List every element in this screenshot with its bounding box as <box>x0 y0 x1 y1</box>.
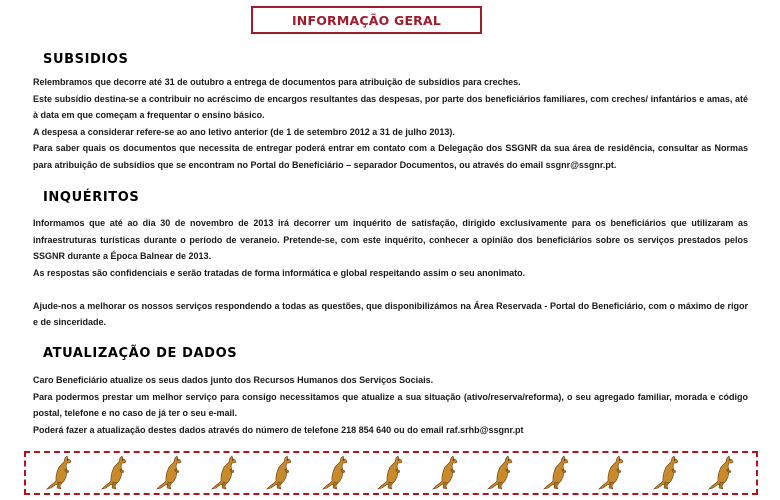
highlight-date: 31 de outubro <box>164 77 225 87</box>
kangaroo-icon <box>100 455 130 491</box>
section-body-subsidios <box>33 74 748 173</box>
paragraph: Ajude-nos a melhorar os nossos serviços respondendo a todas as questões, que disponibilizámos na Área Reservada - Portal do Beneficiário, com o máximo de rigor e de sinceridade. <box>33 300 748 327</box>
section-heading-inqueritos: INQUÉRITOS <box>43 190 140 205</box>
paragraph: Caro Beneficiário atualize os seus dados junto dos Recursos Humanos dos Serviços Sociais. <box>33 375 434 385</box>
kangaroo-icon <box>321 455 351 491</box>
kangaroo-icon <box>376 455 406 491</box>
kangaroo-icon <box>265 455 295 491</box>
paragraph: Poderá fazer a atualização destes dados através do número de telefone 218 854 640 ou do email raf.srhb@ssgnr.pt <box>33 424 524 435</box>
page-title-box <box>251 6 482 34</box>
paragraph: Para podermos prestar um melhor serviço para consigo necessitamos que atualize a sua situação (ativo/reserva/reforma), o seu agregado familiar, morada e código postal, telefone e no caso de já ter o seu e-mail. <box>33 391 748 418</box>
kangaroo-icon <box>542 455 572 491</box>
kangaroo-icon <box>652 455 682 491</box>
section-heading-subsidios: SUBSIDIOS <box>43 52 129 67</box>
paragraph: As respostas são confidenciais e serão tratadas de forma informática e global respeitando assim o seu anonimato. <box>33 267 526 278</box>
paragraph: A despesa a considerar refere-se ao ano letivo anterior (de 1 de setembro 2012 a 31 de julho 2013). <box>33 126 455 137</box>
kangaroo-icon <box>486 455 516 491</box>
paragraph: Informamos que até ao dia 30 de novembro de 2013 irá decorrer um inquérito de satisfação, dirigido exclusivamente para os beneficiários que utilizaram as infraestruturas turísticas durante o período de veraneio. Pretende-se, com este inquérito, conhecer a opinião dos beneficiários sobre os serviços prestados pelos SSGNR durante a Época Balnear de 2013. <box>33 218 748 261</box>
kangaroo-icon <box>45 455 75 491</box>
section-body-atualizacao <box>33 372 748 438</box>
kangaroo-icon <box>431 455 461 491</box>
page-title: INFORMAÇÃO GERAL <box>291 13 442 28</box>
paragraph: Este subsídio destina-se a contribuir no acréscimo de encargos resultantes das despesas, por parte dos beneficiários familiares, com creches/ infantários e amas, até à data em que começam a frequentar o ensino básico. <box>33 93 748 120</box>
section-heading-atualizacao: ATUALIZAÇÃO DE DADOS <box>43 346 238 361</box>
paragraph: Relembramos que decorre até 31 de outubro a entrega de documentos para atribuição de subsídios para creches. <box>33 77 521 87</box>
kangaroo-icon <box>707 455 737 491</box>
kangaroo-border <box>24 451 758 495</box>
kangaroo-icon <box>597 455 627 491</box>
paragraph: Para saber quais os documentos que necessita de entregar poderá entrar em contato com a Delegação dos SSGNR da sua área de residência, consultar as Normas para atribuição de subsídios que se encontram no Portal do Beneficiário – separador Documentos, ou através do email ssgnr@ssgnr.pt. <box>33 143 748 170</box>
kangaroo-icon <box>155 455 185 491</box>
section-body-inqueritos <box>33 215 748 331</box>
kangaroo-icon <box>210 455 240 491</box>
paragraph-spacer <box>33 281 748 298</box>
